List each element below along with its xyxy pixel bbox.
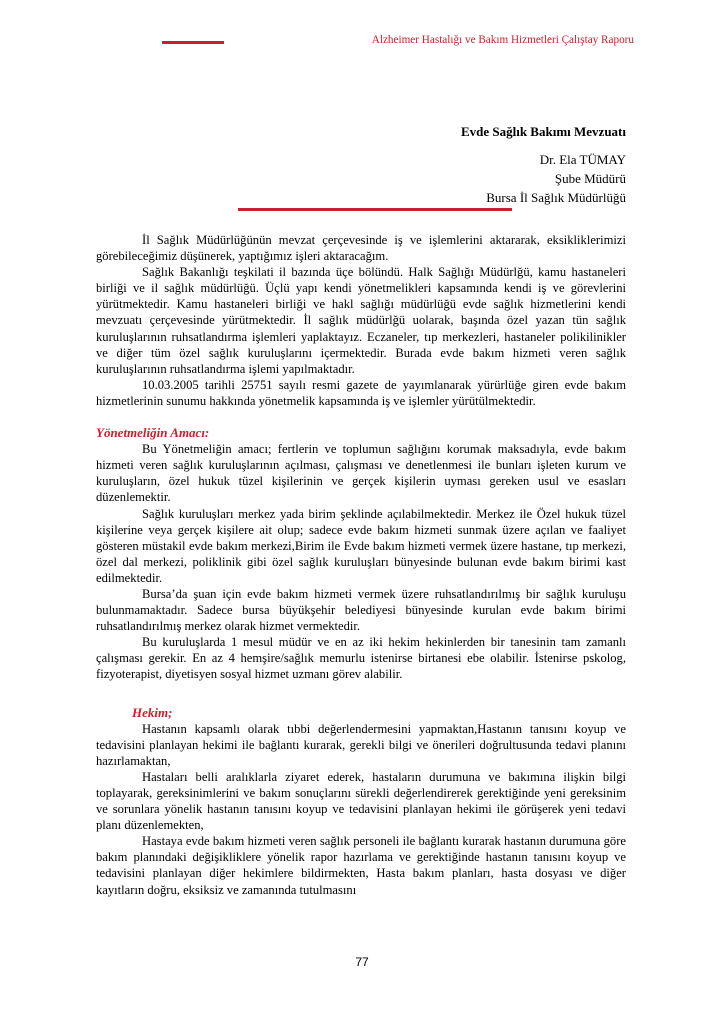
body-paragraph: Hastanın kapsamlı olarak tıbbi değerlendermesini yapmaktan,Hastanın tanısını koyup ve tedavisini planlayan hekimi ile bağlantı kurarak, gerekli bilgi ve önerileri doğrultusunda tedavi planını hazırlamaktan, bbox=[96, 721, 626, 768]
header-accent-line bbox=[162, 41, 224, 44]
author-organization: Bursa İl Sağlık Müdürlüğü bbox=[486, 190, 626, 205]
body-paragraph: Sağlık kuruluşları merkez yada birim şeklinde açılabilmektedir. Merkez ile Özel hukuk tüzel kişilerine veya gerçek kişilere ait olup; sadece evde bakım hizmeti sunmak üzere açılan ve faaliyet gösteren müstakil evde bakım merkezi,Birim ile Evde bakım hizmeti vermek üzere hastane, tıp merkezi, özel dal merkezi, poliklinik gibi özel sağlık kuruluşları bünyesinde bulunan evde bakım birimi kast edilmektedir. bbox=[96, 506, 626, 585]
author-block bbox=[486, 150, 626, 207]
body-paragraph: Hastaya evde bakım hizmeti veren sağlık personeli ile bağlantı kurarak hastanın durumuna göre bakım planındaki değişikliklere yönelik rapor hazırlama ve gerektiğinde hastanın tanısını koyup ve tedavisini planlayan diğer hekimlere bildirmekten, Hasta bakım planları, hasta dosyası ve diğer kayıtların doğru, eksiksiz ve zamanında tutulmasını bbox=[96, 834, 626, 897]
section-heading-physician: Hekim; bbox=[132, 704, 173, 720]
page-number: 77 bbox=[355, 955, 369, 969]
body-paragraph: Bu kuruluşlarda 1 mesul müdür ve en az iki hekim hekinlerden bir tanesinin tam zamanlı çalışması gerekir. En az 4 hemşire/sağlık memurlu istenirse birtanesi ebe olabilir. İstenirse pskolog, fizyoterapist, diyetisyen sosyal hizmet uzmanı görev alabilir. bbox=[96, 635, 626, 682]
running-header: Alzheimer Hastalığı ve Bakım Hizmetleri Çalıştay Raporu bbox=[371, 34, 634, 46]
intro-paragraph: Sağlık Bakanlığı teşkilati il bazında üçe bölündü. Halk Sağlığı Müdürlğü, kamu hastaneleri birliği ve il sağlık müdürlüğü. Üçlü yapı kendi yönetmelikleri kapsamında kendi iş ve görevlerini yürütmektedir. Kamu hastaneleri birliği ve hakl sağlığı müdürlüğü evde sağlık hizmetlerini kendi mevzuatı çerçevesinde yürütmektedir. İl sağlık müdürlğü uolarak, başında özel yazan tün sağlık kuruluşlarının ruhsatlandırma işlemleri yaplaktayız. Eczaneler, tıp merkezleri, hastaneler polikilinikler ve diğer tüm özel sağlık kuruluşlarını içermektedir. Burada evde bakım hizmeti veren sağlık kuruluşlarının ruhsatlandırma işlemi yapılmaktadır. bbox=[96, 265, 626, 376]
author-position: Şube Müdürü bbox=[554, 171, 626, 186]
document-body bbox=[96, 232, 626, 898]
body-paragraph: Hastaları belli aralıklarla ziyaret ederek, hastaların durumuna ve bakımına ilişkin bilgi toplayarak, gereksinimlerini ve bakım sonuçlarını sürekli değerlendirerek gerektiğinde yeni gereksinim ve sorunlara yönelik hastanın tanısını koyup ve tedavisini planlayan hekimi ile görüşerek yeni tedavi planı düzenlemekten, bbox=[96, 769, 626, 833]
section-heading-purpose: Yönetmeliğin Amacı: bbox=[96, 425, 210, 441]
body-paragraph: Bu Yönetmeliğin amacı; fertlerin ve toplumun sağlığını korumak maksadıyla, evde bakım hizmeti veren sağlık kuruluşlarının açılması, çalışması ve denetlenmesi ile bunları işleten kurum ve kuruluşların, özel hukuk tüzel kişilerinin ve gerçek kişilerin uyması gereken usul ve esasları düzenlemektir. bbox=[96, 442, 626, 505]
intro-paragraph: İl Sağlık Müdürlüğünün mevzat çerçevesinde iş ve işlemlerini aktararak, eksikliklerimizi görebileceğimiz düşünerek, yaptığımız işleri aktaracağım. bbox=[96, 233, 626, 264]
intro-paragraph: 10.03.2005 tarihli 25751 sayılı resmi gazete de yayımlanarak yürürlüğe giren evde bakım hizmetlerinin sunumu hakkında yönetmelik kapsamında iş ve işlemler yürütülmektedir. bbox=[96, 377, 626, 408]
title-underline bbox=[238, 208, 512, 211]
body-paragraph: Bursa’da şuan için evde bakım hizmeti vermek üzere ruhsatlandırılmış bir sağlık kuruluşu bulunmamaktadır. Sadece bursa büyükşehir belediyesi bünyesinde kurulan evde bakım birimi ruhsatlandırılmış merkez olarak hizmet vermektedir. bbox=[96, 586, 626, 634]
document-title: Evde Sağlık Bakımı Mevzuatı bbox=[460, 124, 626, 139]
author-name: Dr. Ela TÜMAY bbox=[539, 152, 626, 167]
